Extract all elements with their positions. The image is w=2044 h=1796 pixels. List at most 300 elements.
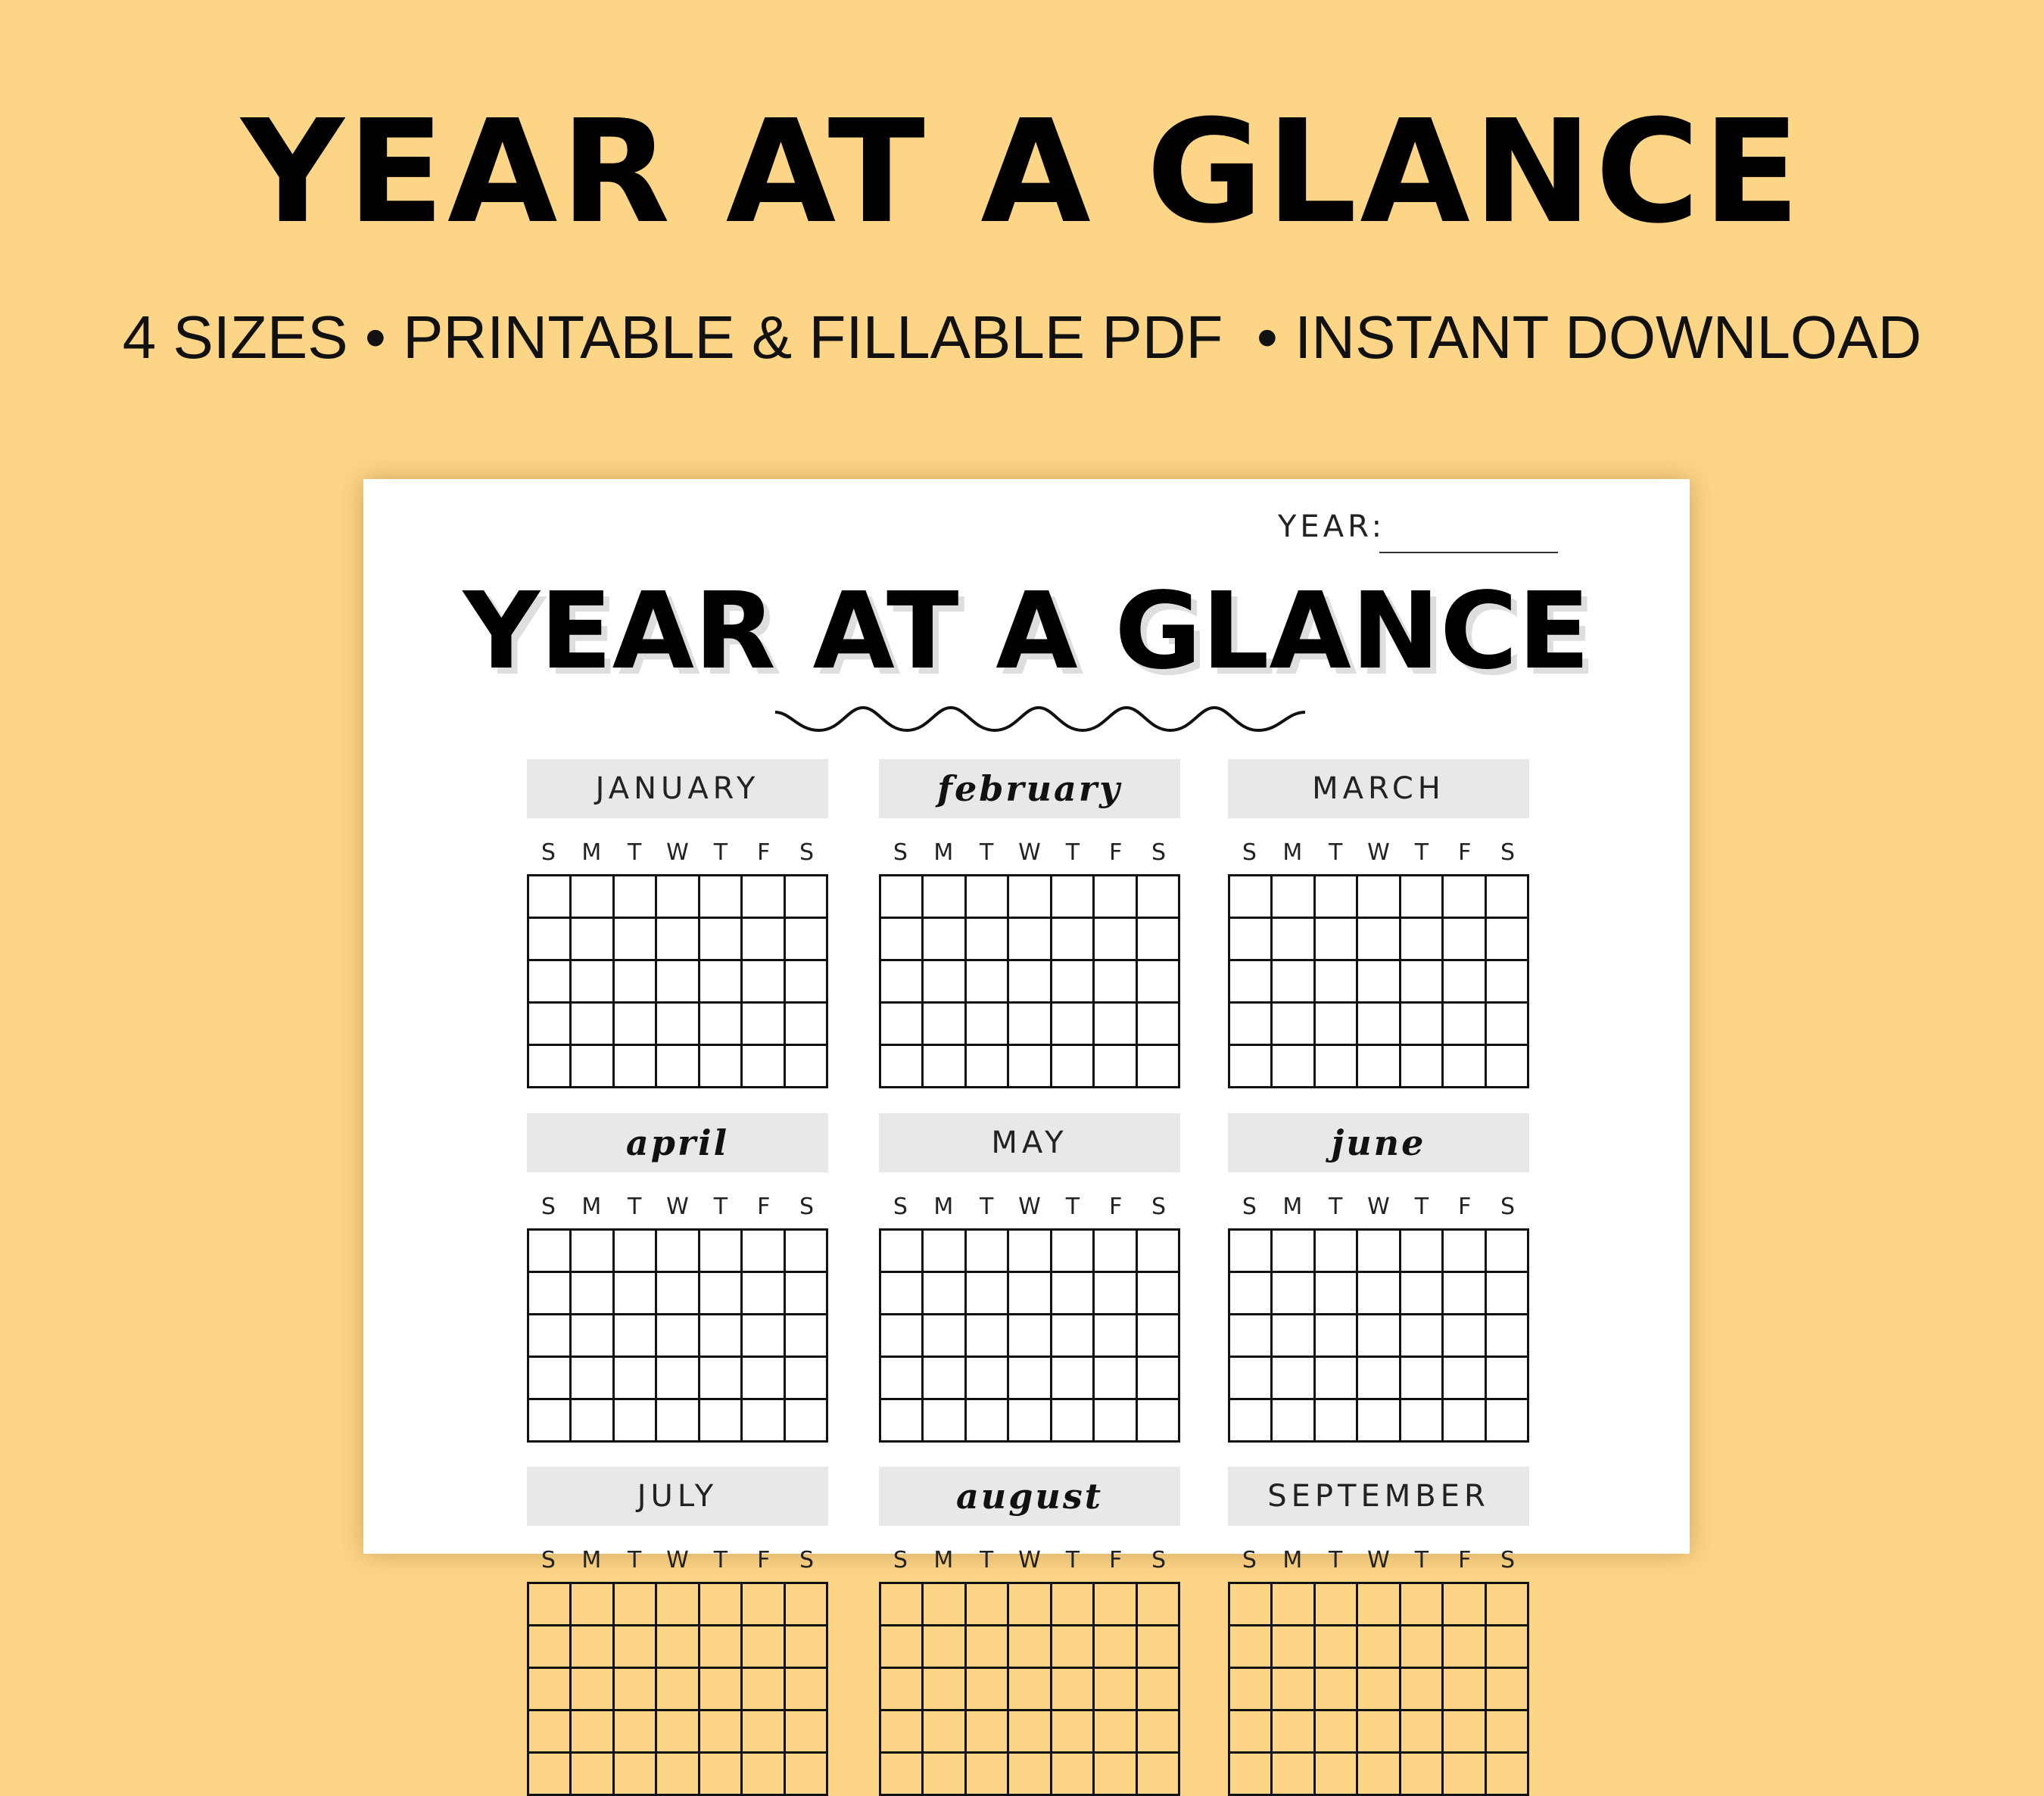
weekday-letter: F: [1458, 1194, 1472, 1220]
day-cell: [1273, 1711, 1315, 1754]
weekday-letter: T: [713, 1194, 728, 1220]
day-cell: [529, 1754, 572, 1796]
day-cell: [1095, 1004, 1137, 1046]
day-cell: [881, 1046, 924, 1088]
day-cell: [924, 1626, 966, 1669]
day-cell: [657, 1669, 700, 1711]
day-cell: [1487, 876, 1529, 919]
day-cell: [1401, 1004, 1444, 1046]
weekday-letter: S: [541, 839, 556, 866]
day-cell: [924, 1231, 966, 1273]
day-cell: [881, 1754, 924, 1796]
day-cell: [967, 961, 1009, 1004]
day-cell: [1487, 919, 1529, 961]
day-cell: [1095, 1711, 1137, 1754]
day-cell: [967, 1626, 1009, 1669]
month-label: JANUARY: [527, 759, 828, 818]
month-label: april: [527, 1113, 828, 1172]
day-cell: [1095, 1626, 1137, 1669]
weekday-letter: T: [1065, 839, 1080, 866]
day-cell: [572, 961, 614, 1004]
month-label: august: [879, 1467, 1180, 1526]
day-cell: [1009, 961, 1052, 1004]
day-cell: [967, 1669, 1009, 1711]
weekday-letter: T: [713, 839, 728, 866]
weekday-letter: M: [1282, 839, 1303, 866]
weekday-letter: T: [979, 1194, 994, 1220]
day-cell: [1095, 919, 1137, 961]
day-cell: [572, 1584, 614, 1626]
day-cell: [1230, 1046, 1273, 1088]
day-cell: [529, 1669, 572, 1711]
day-cell: [1138, 1315, 1180, 1358]
day-cell: [1316, 961, 1358, 1004]
day-cell: [1009, 876, 1052, 919]
day-cell: [615, 1046, 657, 1088]
day-cell: [967, 1358, 1009, 1400]
day-cell: [1230, 919, 1273, 961]
day-cell: [615, 876, 657, 919]
day-cell: [700, 919, 743, 961]
weekday-letter: M: [581, 1194, 602, 1220]
day-cell: [1316, 876, 1358, 919]
day-cell: [1273, 1626, 1315, 1669]
weekday-letter: T: [1328, 1547, 1343, 1573]
day-cell: [1009, 919, 1052, 961]
day-cell: [1358, 1400, 1401, 1443]
sheet-title: YEAR AT A GLANCE: [463, 570, 1591, 693]
weekday-letter: F: [757, 839, 771, 866]
day-cell: [1444, 1273, 1486, 1315]
weekday-header: [527, 1194, 828, 1224]
day-cell: [615, 1358, 657, 1400]
day-cell: [700, 1046, 743, 1088]
wave-divider: [775, 697, 1305, 742]
day-cell: [657, 961, 700, 1004]
day-cell: [1009, 1754, 1052, 1796]
day-cell: [967, 876, 1009, 919]
day-cell: [657, 1046, 700, 1088]
day-cell: [1358, 1231, 1401, 1273]
day-cell: [1487, 1273, 1529, 1315]
day-cell: [529, 1711, 572, 1754]
weekday-letter: S: [799, 1194, 815, 1220]
day-cell: [1444, 1584, 1486, 1626]
day-cell: [1009, 1626, 1052, 1669]
day-cell: [1009, 1231, 1052, 1273]
day-cell: [1358, 1358, 1401, 1400]
day-cell: [572, 919, 614, 961]
day-cell: [700, 1754, 743, 1796]
day-cell: [786, 1358, 828, 1400]
day-cell: [572, 1754, 614, 1796]
day-cell: [1052, 1004, 1095, 1046]
day-cell: [967, 1584, 1009, 1626]
weekday-letter: W: [1018, 1547, 1041, 1573]
month-block: [1228, 759, 1529, 1088]
day-cell: [529, 961, 572, 1004]
day-cell: [572, 1004, 614, 1046]
month-block: [527, 1113, 828, 1443]
weekday-header: [1228, 1547, 1529, 1577]
weekday-letter: T: [1414, 839, 1429, 866]
day-cell: [1138, 1046, 1180, 1088]
weekday-header: [527, 1547, 828, 1577]
day-cell: [1009, 1273, 1052, 1315]
day-cell: [1230, 1004, 1273, 1046]
day-cell: [881, 1231, 924, 1273]
day-cell: [743, 1358, 785, 1400]
day-cell: [1230, 1400, 1273, 1443]
weekday-letter: T: [1328, 1194, 1343, 1220]
month-label: february: [879, 759, 1180, 818]
month-block: [1228, 1467, 1529, 1796]
day-cell: [881, 1400, 924, 1443]
year-fill-line: [1379, 552, 1558, 553]
day-cell: [1358, 1273, 1401, 1315]
day-cell: [1009, 1669, 1052, 1711]
weekday-letter: F: [757, 1194, 771, 1220]
day-cell: [1230, 876, 1273, 919]
day-cell: [924, 1358, 966, 1400]
day-cell: [1052, 919, 1095, 961]
day-cell: [572, 1046, 614, 1088]
day-cell: [1444, 1669, 1486, 1711]
day-cell: [786, 1669, 828, 1711]
weekday-letter: W: [1018, 839, 1041, 866]
weekday-letter: T: [1414, 1547, 1429, 1573]
month-block: [527, 1467, 828, 1796]
day-cell: [1138, 1273, 1180, 1315]
day-cell: [1316, 1584, 1358, 1626]
day-cell: [967, 1046, 1009, 1088]
weekday-letter: S: [893, 1547, 908, 1573]
day-cell: [572, 1400, 614, 1443]
day-cell: [657, 1400, 700, 1443]
day-cell: [1273, 1004, 1315, 1046]
day-cell: [1401, 1626, 1444, 1669]
day-cell: [924, 1315, 966, 1358]
day-cell: [1444, 876, 1486, 919]
day-cell: [1401, 1669, 1444, 1711]
day-cell: [924, 919, 966, 961]
weekday-letter: F: [1109, 1547, 1123, 1573]
day-cell: [615, 1400, 657, 1443]
printable-sheet-preview: [363, 479, 1690, 1573]
weekday-letter: W: [1018, 1194, 1041, 1220]
day-cell: [967, 1711, 1009, 1754]
weekday-letter: S: [893, 839, 908, 866]
day-cell: [1487, 1004, 1529, 1046]
day-cell: [881, 1669, 924, 1711]
day-cell: [615, 961, 657, 1004]
weekday-letter: S: [541, 1194, 556, 1220]
day-cell: [1358, 1626, 1401, 1669]
month-label: MAY: [879, 1113, 1180, 1172]
weekday-letter: S: [799, 839, 815, 866]
weekday-letter: S: [1242, 839, 1257, 866]
day-cell: [786, 1584, 828, 1626]
day-cell: [786, 1273, 828, 1315]
day-cell: [1230, 1584, 1273, 1626]
day-cell: [572, 1669, 614, 1711]
day-cell: [1358, 1669, 1401, 1711]
day-cell: [1052, 1669, 1095, 1711]
month-label: june: [1228, 1113, 1529, 1172]
day-cell: [1052, 961, 1095, 1004]
weekday-letter: S: [1500, 1547, 1516, 1573]
day-cell: [1401, 1231, 1444, 1273]
day-cell: [1401, 1358, 1444, 1400]
day-cell: [1358, 919, 1401, 961]
day-cell: [786, 1754, 828, 1796]
day-cell: [967, 1273, 1009, 1315]
day-cell: [572, 1273, 614, 1315]
day-cell: [881, 876, 924, 919]
calendar-grid: [1228, 1582, 1529, 1796]
weekday-letter: S: [799, 1547, 815, 1573]
day-cell: [1009, 1046, 1052, 1088]
month-label: MARCH: [1228, 759, 1529, 818]
day-cell: [700, 1584, 743, 1626]
weekday-letter: T: [1328, 839, 1343, 866]
day-cell: [1444, 1626, 1486, 1669]
day-cell: [1095, 1231, 1137, 1273]
day-cell: [1358, 961, 1401, 1004]
day-cell: [1487, 1754, 1529, 1796]
day-cell: [529, 876, 572, 919]
month-block: [879, 759, 1180, 1088]
day-cell: [786, 1626, 828, 1669]
day-cell: [1138, 1669, 1180, 1711]
day-cell: [1316, 1046, 1358, 1088]
day-cell: [1095, 961, 1137, 1004]
day-cell: [529, 1231, 572, 1273]
weekday-letter: F: [757, 1547, 771, 1573]
weekday-header: [879, 1547, 1180, 1577]
day-cell: [967, 919, 1009, 961]
day-cell: [881, 1004, 924, 1046]
day-cell: [529, 1273, 572, 1315]
day-cell: [786, 1046, 828, 1088]
day-cell: [1052, 1315, 1095, 1358]
day-cell: [786, 1004, 828, 1046]
day-cell: [1095, 1669, 1137, 1711]
day-cell: [924, 1584, 966, 1626]
day-cell: [1316, 1273, 1358, 1315]
day-cell: [1487, 1711, 1529, 1754]
day-cell: [1095, 1584, 1137, 1626]
weekday-header: [879, 1194, 1180, 1224]
day-cell: [1138, 1584, 1180, 1626]
day-cell: [1401, 1400, 1444, 1443]
day-cell: [1230, 1273, 1273, 1315]
day-cell: [881, 1315, 924, 1358]
weekday-letter: T: [1065, 1547, 1080, 1573]
day-cell: [657, 1231, 700, 1273]
day-cell: [657, 919, 700, 961]
day-cell: [1009, 1400, 1052, 1443]
weekday-letter: M: [581, 1547, 602, 1573]
day-cell: [743, 1315, 785, 1358]
day-cell: [572, 1626, 614, 1669]
weekday-letter: T: [1414, 1194, 1429, 1220]
day-cell: [881, 1358, 924, 1400]
day-cell: [786, 919, 828, 961]
day-cell: [529, 1046, 572, 1088]
day-cell: [572, 1358, 614, 1400]
day-cell: [700, 876, 743, 919]
day-cell: [1052, 876, 1095, 919]
day-cell: [743, 1626, 785, 1669]
day-cell: [1358, 1711, 1401, 1754]
day-cell: [1273, 1584, 1315, 1626]
day-cell: [1273, 961, 1315, 1004]
calendar-grid: [879, 1228, 1180, 1443]
day-cell: [967, 1754, 1009, 1796]
day-cell: [881, 919, 924, 961]
day-cell: [1052, 1584, 1095, 1626]
calendar-grid: [879, 1582, 1180, 1796]
day-cell: [1316, 1315, 1358, 1358]
day-cell: [657, 1754, 700, 1796]
day-cell: [1052, 1046, 1095, 1088]
day-cell: [743, 876, 785, 919]
weekday-letter: S: [1151, 1194, 1167, 1220]
day-cell: [1138, 961, 1180, 1004]
day-cell: [615, 1231, 657, 1273]
day-cell: [700, 1231, 743, 1273]
day-cell: [743, 1273, 785, 1315]
day-cell: [1273, 1046, 1315, 1088]
day-cell: [700, 1669, 743, 1711]
weekday-letter: S: [1242, 1194, 1257, 1220]
weekday-letter: W: [1367, 839, 1390, 866]
day-cell: [786, 1315, 828, 1358]
weekday-letter: T: [627, 1547, 642, 1573]
day-cell: [615, 1754, 657, 1796]
day-cell: [657, 1273, 700, 1315]
day-cell: [700, 1004, 743, 1046]
day-cell: [1009, 1711, 1052, 1754]
day-cell: [1316, 1626, 1358, 1669]
weekday-letter: S: [893, 1194, 908, 1220]
weekday-letter: T: [713, 1547, 728, 1573]
day-cell: [1273, 1273, 1315, 1315]
day-cell: [1230, 1754, 1273, 1796]
day-cell: [1273, 1358, 1315, 1400]
day-cell: [1444, 1711, 1486, 1754]
day-cell: [1230, 961, 1273, 1004]
day-cell: [657, 1004, 700, 1046]
weekday-letter: T: [1065, 1194, 1080, 1220]
day-cell: [881, 961, 924, 1004]
day-cell: [1230, 1358, 1273, 1400]
day-cell: [1273, 1315, 1315, 1358]
day-cell: [529, 1358, 572, 1400]
day-cell: [1358, 1004, 1401, 1046]
day-cell: [1273, 919, 1315, 961]
day-cell: [1052, 1231, 1095, 1273]
day-cell: [615, 1669, 657, 1711]
day-cell: [1316, 1231, 1358, 1273]
day-cell: [967, 1400, 1009, 1443]
day-cell: [1230, 1669, 1273, 1711]
day-cell: [967, 1231, 1009, 1273]
day-cell: [1401, 961, 1444, 1004]
day-cell: [657, 876, 700, 919]
day-cell: [1401, 1711, 1444, 1754]
day-cell: [1487, 1626, 1529, 1669]
day-cell: [615, 1584, 657, 1626]
day-cell: [1487, 1358, 1529, 1400]
weekday-letter: S: [1500, 839, 1516, 866]
weekday-letter: M: [933, 839, 954, 866]
weekday-letter: W: [1367, 1547, 1390, 1573]
day-cell: [1401, 1584, 1444, 1626]
day-cell: [1273, 1754, 1315, 1796]
day-cell: [1316, 1004, 1358, 1046]
day-cell: [743, 961, 785, 1004]
day-cell: [1444, 1358, 1486, 1400]
day-cell: [1095, 1358, 1137, 1400]
weekday-letter: T: [979, 839, 994, 866]
day-cell: [1230, 1315, 1273, 1358]
day-cell: [1095, 1400, 1137, 1443]
day-cell: [1401, 1315, 1444, 1358]
day-cell: [786, 1711, 828, 1754]
day-cell: [700, 1711, 743, 1754]
day-cell: [1095, 1754, 1137, 1796]
day-cell: [615, 1315, 657, 1358]
day-cell: [1052, 1711, 1095, 1754]
day-cell: [1316, 1754, 1358, 1796]
day-cell: [1230, 1626, 1273, 1669]
calendar-grid: [879, 874, 1180, 1088]
day-cell: [700, 1273, 743, 1315]
weekday-letter: T: [627, 1194, 642, 1220]
weekday-letter: S: [541, 1547, 556, 1573]
day-cell: [924, 1669, 966, 1711]
day-cell: [1358, 1584, 1401, 1626]
day-cell: [924, 876, 966, 919]
day-cell: [1052, 1273, 1095, 1315]
day-cell: [1273, 876, 1315, 919]
day-cell: [881, 1584, 924, 1626]
day-cell: [1444, 919, 1486, 961]
weekday-letter: M: [933, 1194, 954, 1220]
day-cell: [743, 1400, 785, 1443]
weekday-header: [527, 839, 828, 870]
day-cell: [1444, 1754, 1486, 1796]
day-cell: [967, 1004, 1009, 1046]
day-cell: [529, 1584, 572, 1626]
day-cell: [700, 1400, 743, 1443]
day-cell: [1095, 1046, 1137, 1088]
weekday-letter: M: [581, 839, 602, 866]
day-cell: [1138, 876, 1180, 919]
day-cell: [1401, 1754, 1444, 1796]
day-cell: [743, 1754, 785, 1796]
month-block: [879, 1467, 1180, 1796]
day-cell: [700, 1315, 743, 1358]
day-cell: [1273, 1400, 1315, 1443]
day-cell: [924, 1046, 966, 1088]
day-cell: [1095, 876, 1137, 919]
weekday-letter: S: [1500, 1194, 1516, 1220]
weekday-letter: F: [1458, 1547, 1472, 1573]
day-cell: [1316, 1400, 1358, 1443]
